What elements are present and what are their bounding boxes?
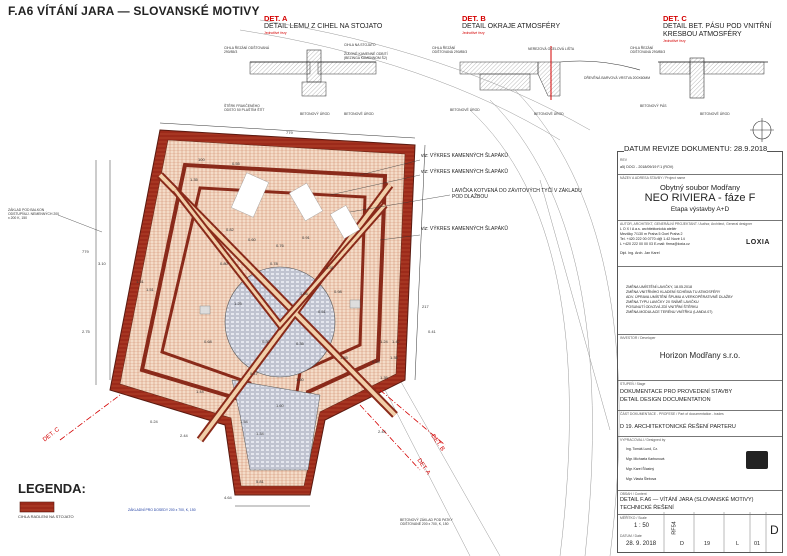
dim-18: 1.35 [380,375,388,380]
detail-a-note: Jednotlivé řezy [264,31,287,35]
title-block [617,144,783,553]
right-dim-4: 1.35 [390,355,398,360]
right-dim-3: 1.42 [392,339,400,344]
tb-investor [618,334,782,380]
project-line-2: NEO RIVIERA - fáze F [644,192,756,204]
dim-32: 1.06 [300,291,308,296]
code-d: D [680,541,684,547]
dim-25: 1.24 [380,339,388,344]
detail-b-note: Jednotlivé řezy [462,31,485,35]
detail-b-label-3: DŘEVĚNÁ BARVOVÁ VRSTVA 200X60MM [584,76,651,80]
designed-name-2: Mgr. Michaela Karbunová [626,457,665,461]
cut-label-c: DET. C [42,426,61,444]
stage-line-2: DETAIL DESIGN DOCUMENTATION [620,397,711,403]
dim-17: 0.35 [372,359,380,364]
investor-label: INVESTOR / Developer [620,336,656,340]
detail-b-name: DETAIL OKRAJE ATMOSFÉRY [462,23,561,30]
stage-line-1: DOKUMENTACE PRO PROVEDENÍ STAVBY [620,389,733,395]
stage-label: STUPEŇ / Stage [620,382,646,386]
dim-4: 1.51 [136,279,144,284]
right-dim-1: 217 [422,304,429,309]
code-19: 19 [704,541,711,547]
detail-c-code: DET. C [663,14,687,23]
project-line-3: Etapa výstavby A+D [670,206,730,213]
dim-21: 5.47 [250,371,258,376]
dim-5: 2.44 [180,433,188,438]
dim-15: 0.30 [262,339,270,344]
dim-13: 1.25 [234,301,242,306]
plan-annotation-1: viz: VÝKRES KAMENNÝCH ŠLAPÁKŮ [421,153,508,159]
tb-changes [618,266,782,334]
author-line-3: Tel. +420 222 00 0770 d@ 1.42 Nové 14 [620,237,685,241]
change-3: ADV. ÚPRAVA UMÍSTĚNÍ ŠPUMU A VERKOPĚRATIVNĚ DLAŽBY [626,295,733,299]
dim-2: 0.55 [232,161,240,166]
dim-11: 0.76 [276,243,284,248]
designed-name-4: Mgr. Vlasta Šlebova [626,477,657,481]
detail-a-code: DET. A [264,14,288,23]
plan-bottom-note-2: BETONOVÝ ZÁKLAD POD PATKY ODŠTOVANÉ 200 x 700, K, 150 [400,518,453,526]
detail-b-label-2: NEREZOVÁ OCELOVÁ LIŠTA [528,47,575,51]
dim-29: 1.44 [196,389,204,394]
dim-6: 0.24 [150,419,158,424]
tb-project [618,174,782,220]
investor-name: Horizon Modřany s.r.o. [659,351,741,360]
dim-8: 4.64 [224,495,232,500]
detail-a-label-3: ŽULOVÉ KAMENNÉ ODBITÍ (BEZINGA KAMENNOM Š2) [344,52,388,60]
detail-c-name: DETAIL BET. PÁSU POD VNITŘNÍ KRESBOU ATMOSFÉRY [663,23,772,38]
dim-12: 0.91 [302,235,310,240]
drawing-title: F.A6 VÍTÁNÍ JARA — SLOVANSKÉ MOTIVY [8,4,260,18]
dim-14: 0.51 [318,309,326,314]
scale-value: 1 : 50 [634,523,650,529]
code-01: 01 [754,541,761,547]
dim-left-2: 3.10 [98,261,106,266]
date-label: DATUM / Date [620,534,642,538]
rev-label: REV [620,158,627,162]
atmosphere-plan [58,123,450,506]
detail-a-label-6: BETONOVÉ ÚROD [344,112,374,116]
right-dim-5: 2.44 [378,429,386,434]
author-label: AUTOR, ARCHITEKT, GENERÁLNÍ PROJEKTANT / Author, Architect, General designer [620,222,753,226]
sheet-code: RF54 [671,521,678,535]
dim-7: 5.81 [256,479,264,484]
detail-b-label-1: CIHLA ŘEZÁNÍ ODŠTOVANÁ 290/85/3 [432,46,468,54]
date-value: 28. 9. 2018 [626,541,657,547]
tb-bottom [618,514,782,554]
detail-c-section [658,58,768,98]
plan-left-note: ZÁKLAD POD BALKON ODSTUPŇUJ. NEMENNÝCH 200 x 200 K, 150 [8,208,60,220]
signature-stamp [746,451,768,469]
dim-22: 0.68 [204,339,212,344]
revision-date: DATUM REVIZE DOKUMENTU: 28.9.2018 [624,144,768,153]
legend-heading: LEGENDA: [18,481,86,496]
detail-a-label-4: ŠTĚRK FRAKČENÉHO ODSTO 50 PLAŠTÍM ŠTÍT [224,104,265,112]
drawing-line-2: TECHNICKÉ ŘEŠENÍ [620,505,674,511]
scale-label: MĚŘÍTKO / Scale [620,516,647,520]
designed-label: VYPRACOVALI / Designed by [620,438,666,442]
right-dim-2: 0.41 [428,329,436,334]
dim-19: 1.60 [296,377,304,382]
project-label: NÁZEV A ADRESA STAVBY / Project name [620,176,686,180]
plan-annotation-2: viz: VÝKRES KAMENNÝCH ŠLAPÁKŮ [421,169,508,175]
dim-left-1: 779 [82,249,89,254]
big-letter: D [770,523,779,537]
author-line-2: Mezičky 7/130 m Praha 5 Ocel Praha 2 [620,232,683,236]
north-arrow [750,118,774,142]
designed-name-1: Ing. Tomáš Lund, Cz. [626,447,658,451]
loxia-logo: LOXIA [746,239,770,246]
dim-16: 0.35 [296,341,304,346]
rev-info: a5) DOC/ - 2018/09/19 F.1 (ROV) [620,165,674,169]
change-6: ZMĚNA MODULACE TERÉNU VNÍTŘKU (LANDA 07) [626,310,713,314]
plan-annotation-4: viz: VÝKRES KAMENNÝCH ŠLAPÁKŮ [421,226,508,232]
dim-28: 1.60 [276,403,284,408]
legend-swatch [20,502,54,512]
designed-name-3: Mgr. Karel Šťastný [626,467,655,471]
detail-b-code: DET. B [462,14,486,23]
detail-b-label-4: BETONOVÉ ÚROD [450,108,480,112]
detail-c-label-2: BETONOVÝ PÁS [640,104,667,108]
cut-label-a: DET. A [415,457,431,477]
drawing-line-1: DETAIL F.A6 — VÍTÁNÍ JARA (SLOVANSKÉ MOTIVY) [620,497,754,503]
dim-3: 1.35 [190,177,198,182]
tb-content [618,490,782,514]
part-label: ČÁST DOKUMENTACE - PROFESE / Part of documentation - trades [620,412,724,416]
author-line-5: Dipl. Ing. Arch. Jan Karel [620,251,660,255]
dim-23: 0.80 [220,261,228,266]
tb-stage [618,380,782,410]
plan-annotation-3: LAVIČKA KOTVENÁ DO ZÁVITOVÝCH TYČÍ V ZÁKLADU POD DLAŽBOU [452,188,582,200]
legend-item: CIHLA RADLENI NA STOJATO [18,514,74,519]
dim-30: 1.34 [256,431,264,436]
detail-b-section [460,46,640,100]
dim-9: 0.82 [226,227,234,232]
dim-33: 1.55 [340,355,348,360]
change-2: ZMĚNA VNITŘNÍHO KLADENÍ SCHÉMA TU ATMOSFÉRY [626,290,721,294]
drawing-label: OBSAH / Content [620,492,647,496]
dim-31: 0.98 [334,289,342,294]
part-text: D 19. ARCHITEKTONICKÉ ŘEŠENÍ PARTERU [620,424,736,430]
dim-top: 779 [286,130,293,135]
project-line-1: Obytný soubor Modřany [659,183,741,192]
detail-a-name: DETAIL LEMU Z CIHEL NA STOJATO [264,23,383,30]
dim-26: 0.91 [326,265,334,270]
dim-20: 1.54 [240,419,248,424]
change-4: ZMĚNA TYPU LAVIČKY 2X SNÍMĚ LAVIČKU [626,300,699,304]
detail-b-label-5: BETONOVÉ ÚROD [534,112,564,116]
dim-1: 100 [198,157,205,162]
tb-designed [618,436,782,490]
cut-label-b: DET. B [429,433,446,453]
detail-c-label-1: CIHLA ŘEZÁNÍ ODŠTOVANÁ 290/85/3 [630,46,666,54]
dim-left-3: 2.75 [82,329,90,334]
detail-a-label-5: BETONOVÝ ÚROD [300,112,330,116]
code-l: L [736,541,740,547]
detail-a-label-1: CIHLA ŘEZÁNÍ ODŠTOVANÁ 290/85/3 [224,46,270,54]
tb-author [618,220,782,266]
detail-a-label-2: CIHLA NA STOJATO [344,43,376,47]
detail-c-label-3: BETONOVÉ ÚROD [700,112,730,116]
tb-part [618,410,782,436]
author-line-4: L +420 222 00 00 03 E-mail: firma@loxia.cz [620,242,690,246]
detail-c-note: Jednotlivé řezy [663,39,686,43]
author-line-1: L O X I A a.s. architektonická ateliér [620,227,677,231]
change-5: POSUNUTÍ ODVZVÁ ZDÍ VNITŘNÍ ŠTĚRKU [626,305,699,309]
change-1: ZMĚNA UMÍSTĚNÍ LAVIČKY, 18.05.2018 [626,285,692,289]
dim-27: 1.51 [146,287,154,292]
dim-10: 0.60 [248,237,256,242]
plan-bottom-note-1: ZÁKLADNÍ PRO DOSEDY 200 x 700, K, 150 [128,508,196,512]
dim-24: 0.78 [270,261,278,266]
